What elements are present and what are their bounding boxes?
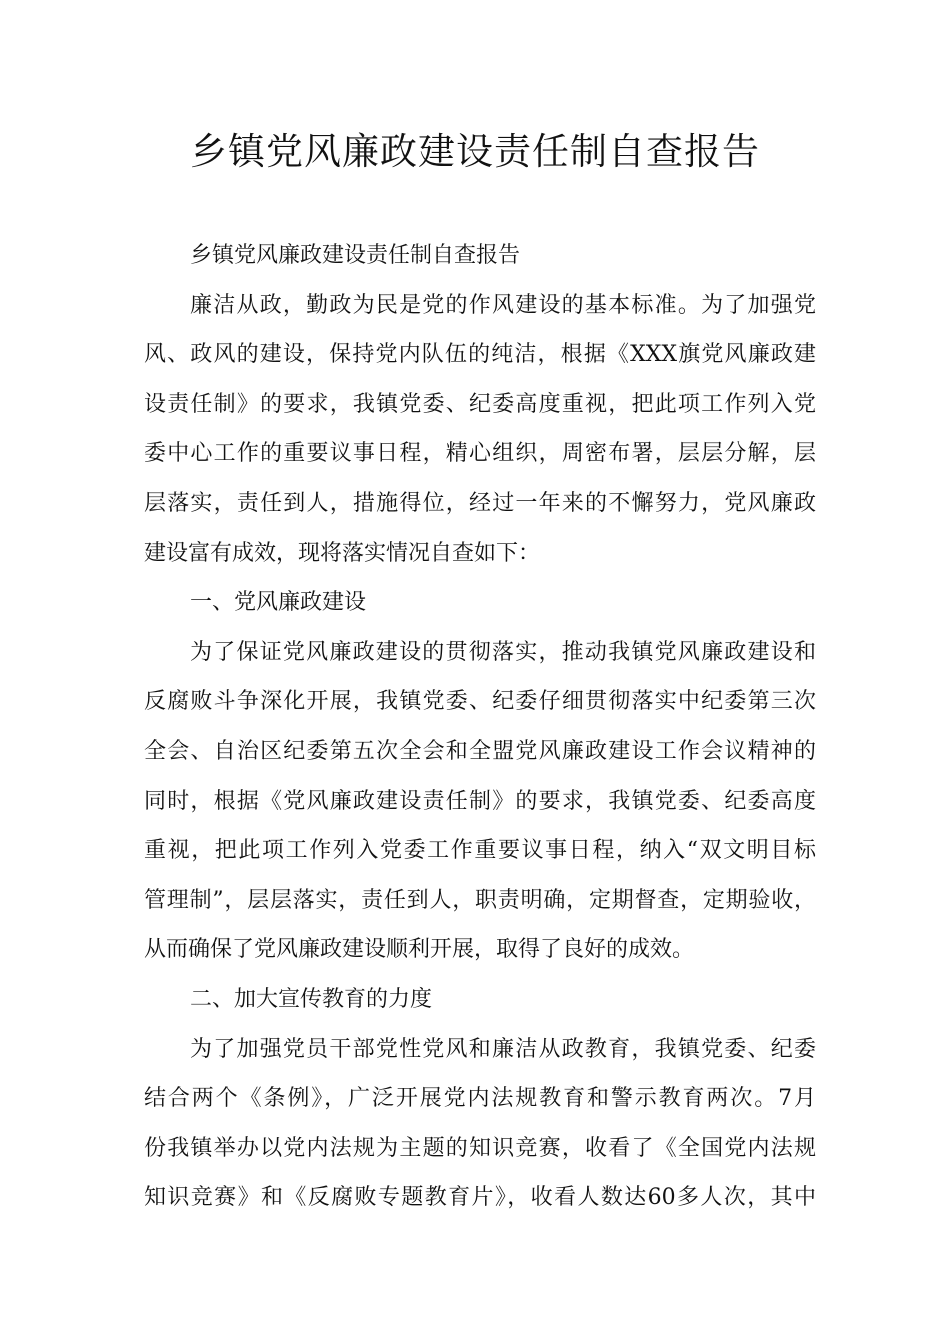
paragraph-line: 从而确保了党风廉政建设顺利开展，取得了良好的成效。 <box>144 937 695 963</box>
paragraph-line: 设责任制》的要求，我镇党委、纪委高度重视，把此项工作列入党 <box>144 391 816 417</box>
paragraph-line: 廉洁从政，勤政为民是党的作风建设的基本标准。为了加强党 <box>190 292 816 318</box>
document-title: 乡镇党风廉政建设责任制自查报告 <box>190 130 760 173</box>
paragraph-line: 同时，根据《党风廉政建设责任制》的要求，我镇党委、纪委高度 <box>144 788 816 814</box>
paragraph-line: 反腐败斗争深化开展，我镇党委、纪委仔细贯彻落实中纪委第三次 <box>144 689 816 715</box>
paragraph-line: 管理制”，层层落实，责任到人，职责明确，定期督查，定期验收， <box>144 887 816 913</box>
paragraph-line: 委中心工作的重要议事日程，精心组织，周密布署，层层分解，层 <box>144 441 816 467</box>
paragraph-line: 为了加强党员干部党性党风和廉洁从政教育，我镇党委、纪委 <box>190 1036 816 1062</box>
paragraph-line: 份我镇举办以党内法规为主题的知识竞赛，收看了《全国党内法规 <box>144 1135 816 1161</box>
paragraph-line: 建设富有成效，现将落实情况自查如下： <box>144 540 541 566</box>
paragraph-line: 全会、自治区纪委第五次全会和全盟党风廉政建设工作会议精神的 <box>144 738 816 764</box>
paragraph-line: 重视，把此项工作列入党委工作重要议事日程，纳入“双文明目标 <box>144 838 816 864</box>
paragraph-line: 为了保证党风廉政建设的贯彻落实，推动我镇党风廉政建设和 <box>190 639 816 665</box>
paragraph-line: 层落实，责任到人，措施得位，经过一年来的不懈努力，党风廉政 <box>144 490 816 516</box>
paragraph-line: 知识竞赛》和《反腐败专题教育片》，收看人数达60多人次，其中 <box>144 1185 816 1211</box>
paragraph-line: 一、党风廉政建设 <box>190 590 367 616</box>
paragraph-line: 二、加大宣传教育的力度 <box>190 986 433 1012</box>
paragraph-line: 结合两个《条例》，广泛开展党内法规教育和警示教育两次。7月 <box>144 1086 816 1112</box>
document-body <box>144 231 816 1223</box>
paragraph-line: 乡镇党风廉政建设责任制自查报告 <box>190 243 521 268</box>
paragraph-line: 风、政风的建设，保持党内队伍的纯洁，根据《XXX旗党风廉政建 <box>144 342 816 368</box>
